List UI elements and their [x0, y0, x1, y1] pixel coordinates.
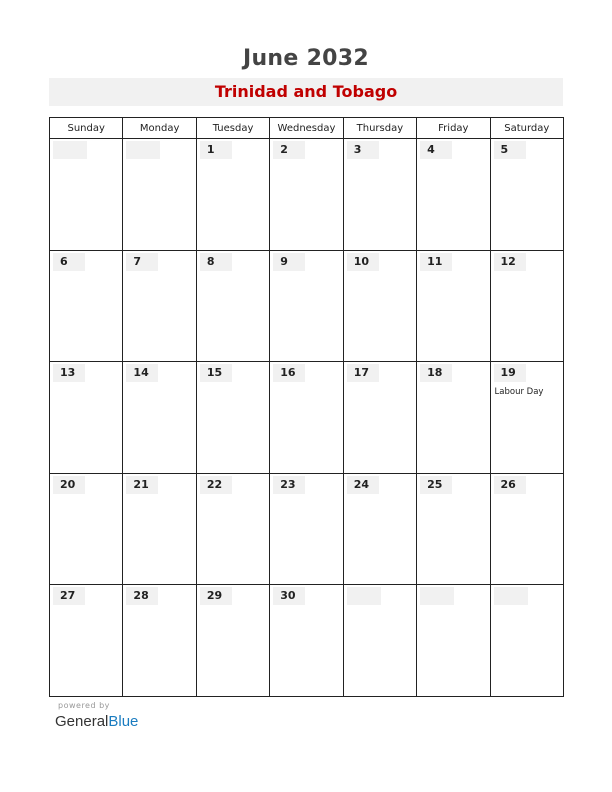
- weekday-saturday: Saturday: [490, 118, 563, 139]
- week-row: [50, 250, 564, 362]
- weekday-thursday: Thursday: [343, 118, 416, 139]
- day-number: 4: [420, 141, 452, 159]
- day-number: 7: [126, 253, 158, 271]
- day-number: 22: [200, 476, 232, 494]
- day-number: 2: [273, 141, 305, 159]
- day-number: 13: [53, 364, 85, 382]
- day-number: 25: [420, 476, 452, 494]
- generalblue-logo[interactable]: [55, 713, 138, 730]
- day-number: 10: [347, 253, 379, 271]
- day-cell: [490, 139, 563, 251]
- day-cell: [270, 250, 343, 362]
- day-cell: [417, 585, 490, 697]
- day-number: 27: [53, 587, 85, 605]
- day-number: 18: [420, 364, 452, 382]
- week-row: [50, 473, 564, 585]
- day-cell: [123, 362, 196, 474]
- weekday-monday: Monday: [123, 118, 196, 139]
- day-cell: [50, 139, 123, 251]
- day-number: 19: [494, 364, 526, 382]
- day-number: 3: [347, 141, 379, 159]
- day-cell: [490, 362, 563, 474]
- day-cell: [417, 362, 490, 474]
- weekday-header-row: [50, 118, 564, 139]
- day-cell: [270, 473, 343, 585]
- calendar-title: June 2032: [242, 46, 370, 71]
- day-cell: [490, 250, 563, 362]
- day-cell: [196, 362, 269, 474]
- day-number: 15: [200, 364, 232, 382]
- day-number: [347, 587, 381, 605]
- day-cell: [343, 250, 416, 362]
- weekday-sunday: Sunday: [50, 118, 123, 139]
- country-name: Trinidad and Tobago: [49, 78, 563, 106]
- day-number: 21: [126, 476, 158, 494]
- day-number: 12: [494, 253, 526, 271]
- day-number: 29: [200, 587, 232, 605]
- brand-part-general: General: [55, 713, 109, 730]
- day-number: 5: [494, 141, 526, 159]
- day-number: 16: [273, 364, 305, 382]
- day-cell: [417, 473, 490, 585]
- week-row: [50, 362, 564, 474]
- week-row: [50, 585, 564, 697]
- day-number: 6: [53, 253, 85, 271]
- day-cell: [123, 585, 196, 697]
- day-number: 23: [273, 476, 305, 494]
- day-cell: [270, 585, 343, 697]
- day-cell: [343, 139, 416, 251]
- weekday-friday: Friday: [417, 118, 490, 139]
- day-number: [420, 587, 454, 605]
- week-row: [50, 139, 564, 251]
- day-number: 28: [126, 587, 158, 605]
- day-cell: [343, 362, 416, 474]
- day-cell: [123, 250, 196, 362]
- day-number: 9: [273, 253, 305, 271]
- day-cell: [490, 585, 563, 697]
- day-number: 17: [347, 364, 379, 382]
- day-cell: [196, 250, 269, 362]
- day-cell: [50, 250, 123, 362]
- day-cell: [270, 362, 343, 474]
- day-cell: [196, 139, 269, 251]
- day-number: 24: [347, 476, 379, 494]
- day-number: [126, 141, 160, 159]
- day-number: 26: [494, 476, 526, 494]
- day-number: [494, 587, 528, 605]
- holiday-label: Labour Day: [494, 387, 544, 398]
- weekday-wednesday: Wednesday: [270, 118, 343, 139]
- calendar-grid: [49, 117, 564, 697]
- weekday-tuesday: Tuesday: [196, 118, 269, 139]
- brand-part-blue: Blue: [108, 713, 139, 730]
- day-number: 20: [53, 476, 85, 494]
- day-cell: [417, 250, 490, 362]
- day-cell: [343, 473, 416, 585]
- day-cell: [196, 473, 269, 585]
- day-number: 1: [200, 141, 232, 159]
- day-cell: [490, 473, 563, 585]
- powered-by-text: powered by: [58, 701, 110, 710]
- day-number: 14: [126, 364, 158, 382]
- day-number: 8: [200, 253, 232, 271]
- day-cell: [417, 139, 490, 251]
- day-number: 30: [273, 587, 305, 605]
- day-cell: [123, 473, 196, 585]
- day-cell: [196, 585, 269, 697]
- day-cell: [50, 473, 123, 585]
- day-number: [53, 141, 87, 159]
- day-cell: [50, 362, 123, 474]
- day-cell: [123, 139, 196, 251]
- day-cell: [343, 585, 416, 697]
- day-number: 11: [420, 253, 452, 271]
- day-cell: [270, 139, 343, 251]
- day-cell: [50, 585, 123, 697]
